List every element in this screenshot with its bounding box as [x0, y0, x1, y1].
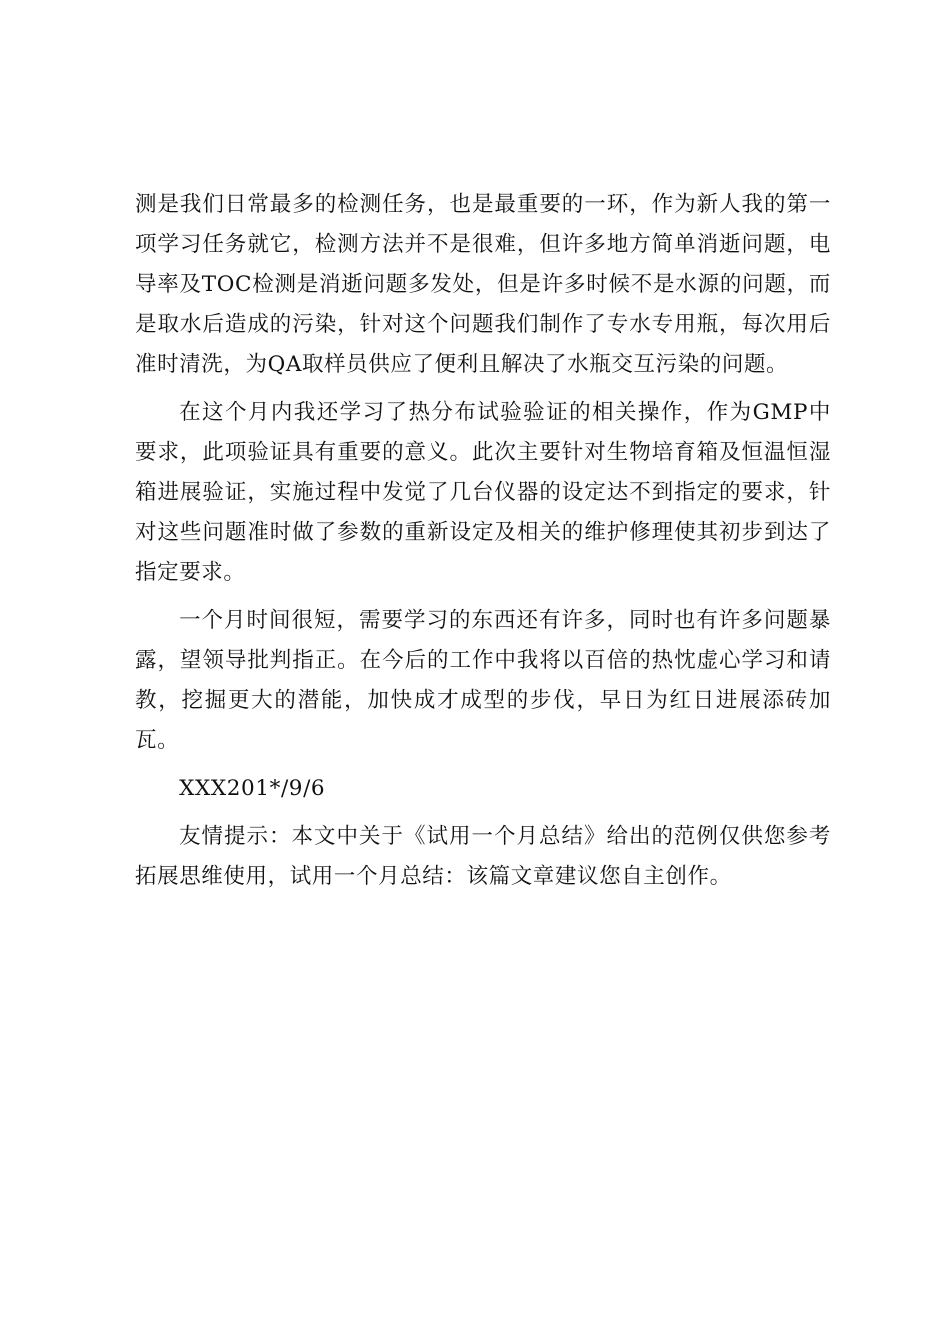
paragraph-conclusion: 一个月时间很短，需要学习的东西还有许多，同时也有许多问题暴露，望领导批判指正。在今后的工作中我将以百倍的热忱虚心学习和请教，挖掘更大的潜能，加快成才成型的步伐，早日为红日进展添砖加瓦。	[135, 608, 831, 753]
signature-date: XXX201*/9/6	[179, 776, 326, 801]
friendly-reminder: 友情提示：本文中关于《试用一个月总结》给出的范例仅供您参考拓展思维使用，试用一个月总结：该篇文章建议您自主创作。	[135, 824, 831, 889]
paragraph-thermal-validation: 在这个月内我还学习了热分布试验验证的相关操作，作为GMP中要求，此项验证具有重要的意义。此次主要针对生物培育箱及恒温恒湿箱进展验证，实施过程中发觉了几台仪器的设定达不到指定的要求，针对这些问题准时做了参数的重新设定及相关的维护修理使其初步到达了指定要求。	[135, 400, 831, 585]
paragraph-water-testing: 测是我们日常最多的检测任务，也是最重要的一环，作为新人我的第一项学习任务就它，检测方法并不是很难，但许多地方简单消逝问题，电导率及TOC检测是消逝问题多发处，但是许多时候不是水源的问题，而是取水后造成的污染，针对这个问题我们制作了专水专用瓶，每次用后准时清洗，为QA取样员供应了便利且解决了水瓶交互污染的问题。	[135, 192, 831, 377]
document-body	[135, 185, 831, 905]
